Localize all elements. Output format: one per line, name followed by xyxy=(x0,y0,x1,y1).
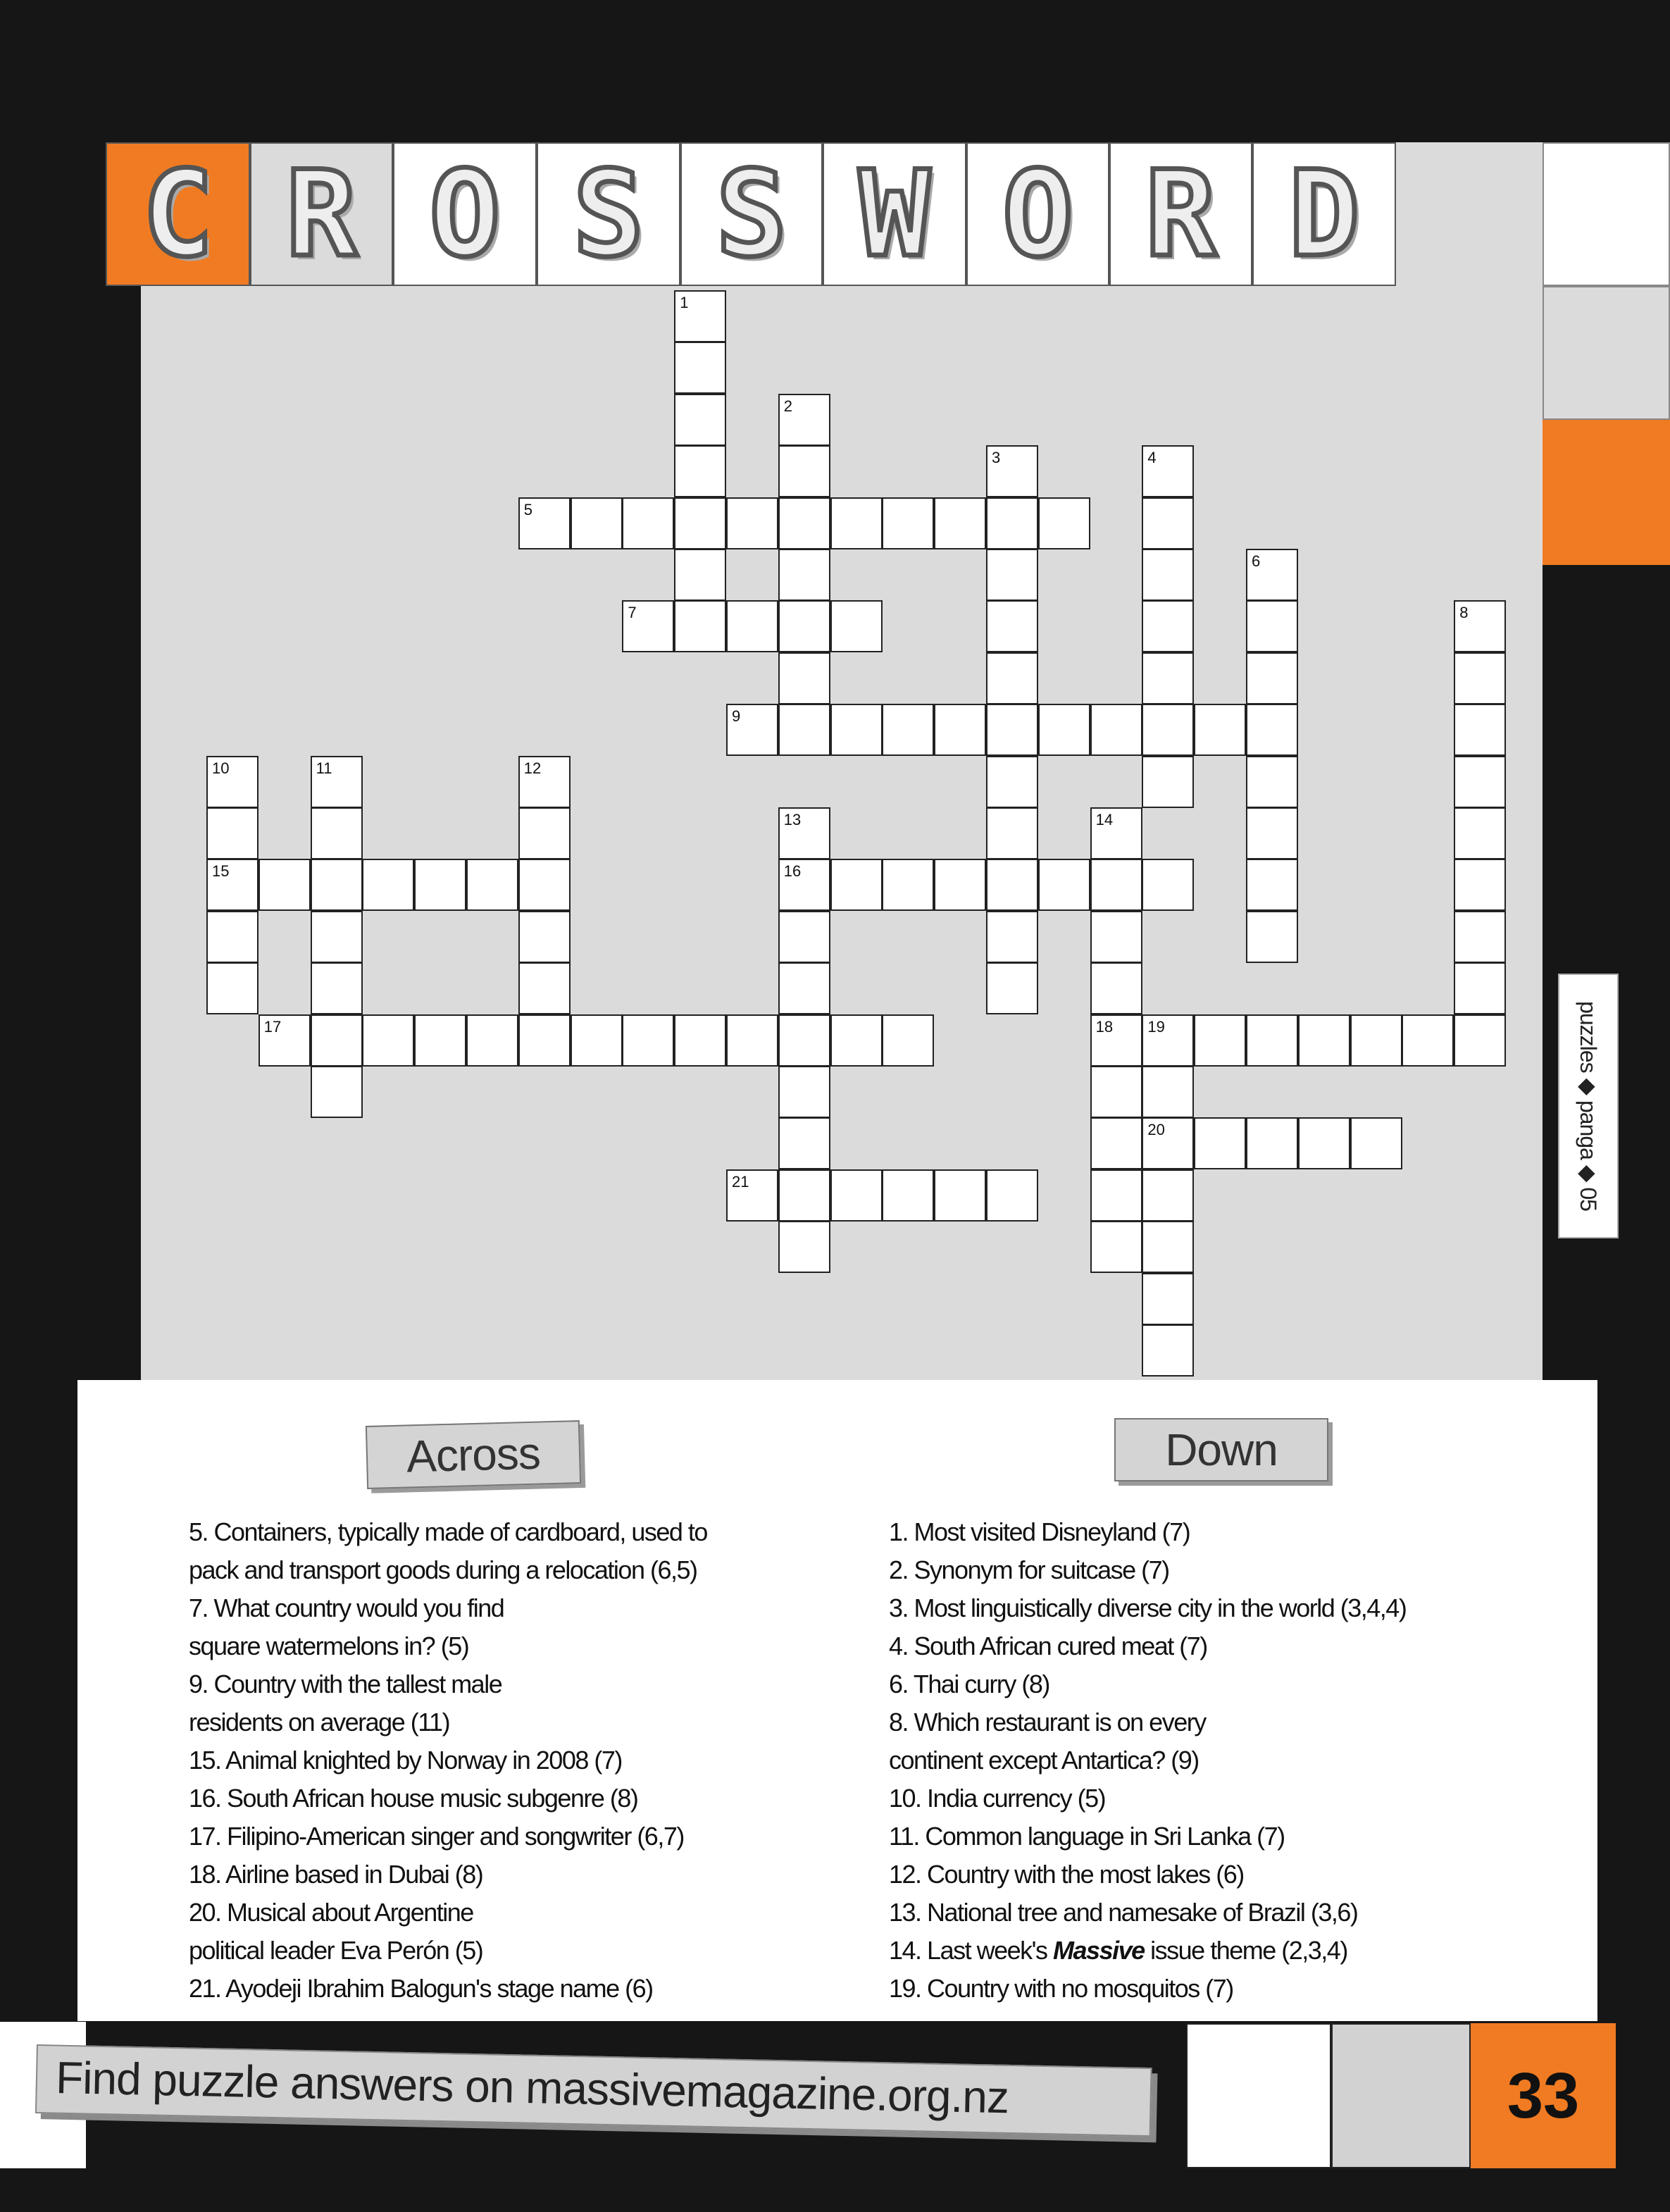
clue-number: 8 xyxy=(1459,604,1469,622)
grid-cell[interactable] xyxy=(1142,1221,1194,1273)
grid-cell[interactable] xyxy=(1142,445,1194,497)
right-grey-block xyxy=(1543,286,1670,420)
grid-cell[interactable] xyxy=(1454,704,1506,756)
grid-cell[interactable] xyxy=(674,1014,726,1067)
grid-cell[interactable] xyxy=(1454,859,1506,911)
title-letter: O xyxy=(1002,145,1074,283)
grid-cell[interactable] xyxy=(1454,911,1506,963)
title-letter-tile xyxy=(393,142,537,286)
grid-cell[interactable] xyxy=(778,1066,830,1118)
grid-cell[interactable] xyxy=(518,807,571,859)
grid-cell[interactable] xyxy=(622,1014,674,1067)
clue-number: 9 xyxy=(732,707,741,726)
footer-text: Find puzzle answers on massivemagazine.org.nz xyxy=(55,2051,1009,2123)
footer-white-box xyxy=(1186,2023,1331,2168)
grid-cell[interactable] xyxy=(1246,600,1298,652)
grid-cell[interactable] xyxy=(778,859,830,911)
title-letter-tile xyxy=(106,142,250,286)
title-letter-tile xyxy=(680,142,823,286)
across-clue-line: residents on average (11) xyxy=(189,1708,450,1736)
grid-cell[interactable] xyxy=(830,704,883,756)
title-letter-tile xyxy=(823,142,966,286)
down-clue-line: 10. India currency (5) xyxy=(889,1784,1106,1813)
across-clue-line: 9. Country with the tallest male xyxy=(189,1670,502,1698)
grid-cell[interactable] xyxy=(934,497,986,549)
grid-cell[interactable] xyxy=(726,1169,778,1222)
grid-cell[interactable] xyxy=(1142,859,1194,911)
grid-cell[interactable] xyxy=(726,600,778,652)
grid-cell[interactable] xyxy=(1090,1066,1142,1118)
across-clue-line: 5. Containers, typically made of cardboard, used to xyxy=(189,1517,707,1546)
grid-cell[interactable] xyxy=(258,859,311,911)
grid-cell[interactable] xyxy=(1454,1014,1506,1067)
grid-cell[interactable] xyxy=(674,445,726,497)
clue-number: 14 xyxy=(1095,811,1114,828)
clue-number: 12 xyxy=(523,759,542,777)
clue-number: 13 xyxy=(783,811,802,828)
title-letter-tile xyxy=(1252,142,1396,286)
grid-cell[interactable] xyxy=(1090,1117,1142,1169)
clue-number: 4 xyxy=(1147,449,1157,467)
grid-cell[interactable] xyxy=(622,600,674,652)
clue-number: 6 xyxy=(1252,552,1261,570)
grid-cell[interactable] xyxy=(778,807,830,859)
grid-cell[interactable] xyxy=(830,600,883,652)
down-clue-line: 13. National tree and namesake of Brazil (3,6) xyxy=(889,1898,1358,1927)
grid-cell[interactable] xyxy=(414,859,466,911)
across-clue-line: 21. Ayodeji Ibrahim Balogun's stage name (6) xyxy=(189,1974,653,2003)
down-heading-text: Down xyxy=(1165,1424,1278,1475)
clue-number: 5 xyxy=(523,500,533,518)
grid-cell[interactable] xyxy=(934,859,986,911)
grid-cell[interactable] xyxy=(311,911,363,963)
clue-number: 21 xyxy=(732,1172,749,1191)
down-clue-line: 1. Most visited Disneyland (7) xyxy=(889,1517,1190,1546)
grid-cell[interactable] xyxy=(674,394,726,446)
clue-number: 11 xyxy=(316,759,332,777)
across-heading-text: Across xyxy=(406,1427,541,1482)
grid-cell[interactable] xyxy=(882,1014,934,1067)
grid-cell[interactable] xyxy=(362,859,414,911)
grid-cell[interactable] xyxy=(311,962,363,1014)
down-clue-line: continent except Antartica? (9) xyxy=(889,1746,1199,1775)
grid-cell[interactable] xyxy=(882,497,934,549)
grid-cell[interactable] xyxy=(1038,704,1090,756)
grid-cell[interactable] xyxy=(674,549,726,601)
title-letter: O xyxy=(429,145,501,283)
grid-cell[interactable] xyxy=(1090,1221,1142,1273)
grid-cell[interactable] xyxy=(934,704,986,756)
grid-cell[interactable] xyxy=(1142,1066,1194,1118)
grid-cell[interactable] xyxy=(1142,600,1194,652)
grid-cell[interactable] xyxy=(778,704,830,756)
title-letter: W xyxy=(859,145,930,283)
grid-cell[interactable] xyxy=(206,962,258,1014)
footer-grey-box xyxy=(1331,2023,1471,2168)
across-clue-line: 17. Filipino-American singer and songwriter (6,7) xyxy=(189,1822,684,1851)
grid-cell[interactable] xyxy=(1142,704,1194,756)
grid-cell[interactable] xyxy=(830,1169,883,1222)
clue-number: 2 xyxy=(783,397,793,415)
grid-cell[interactable] xyxy=(830,497,883,549)
down-clue-line: 2. Synonym for suitcase (7) xyxy=(889,1555,1169,1584)
title-letter-tile xyxy=(966,142,1109,286)
down-clue-line: 3. Most linguistically diverse city in the world (3,4,4) xyxy=(889,1593,1407,1622)
grid-cell[interactable] xyxy=(986,445,1038,497)
grid-cell[interactable] xyxy=(1454,807,1506,859)
grid-cell[interactable] xyxy=(778,1221,830,1273)
grid-cell[interactable] xyxy=(1454,756,1506,808)
grid-cell[interactable] xyxy=(1246,756,1298,808)
down-clue-line: 19. Country with no mosquitos (7) xyxy=(889,1974,1233,2003)
grid-cell[interactable] xyxy=(674,342,726,394)
clue-number: 17 xyxy=(263,1017,282,1036)
grid-cell[interactable] xyxy=(778,652,830,704)
grid-cell[interactable] xyxy=(1090,1169,1142,1222)
across-clue-line: pack and transport goods during a relocation (6,5) xyxy=(189,1555,697,1584)
across-clue-line: 7. What country would you find xyxy=(189,1593,504,1622)
grid-cell[interactable] xyxy=(1402,1014,1454,1067)
grid-cell[interactable] xyxy=(206,807,258,859)
grid-cell[interactable] xyxy=(778,911,830,963)
down-clue-line: 4. South African cured meat (7) xyxy=(889,1632,1207,1660)
title-letter: S xyxy=(573,145,644,283)
grid-cell[interactable] xyxy=(986,756,1038,808)
grid-cell[interactable] xyxy=(778,1117,830,1169)
grid-cell[interactable] xyxy=(986,652,1038,704)
grid-cell[interactable] xyxy=(986,962,1038,1014)
title-letter: C xyxy=(142,145,214,283)
grid-cell[interactable] xyxy=(986,600,1038,652)
grid-cell[interactable] xyxy=(311,807,363,859)
clue-number: 1 xyxy=(680,294,689,311)
grid-cell[interactable] xyxy=(986,1169,1038,1222)
grid-cell[interactable] xyxy=(1454,962,1506,1014)
grid-cell[interactable] xyxy=(1090,962,1142,1014)
across-clue-line: square watermelons in? (5) xyxy=(189,1632,469,1660)
grid-cell[interactable] xyxy=(1142,652,1194,704)
grid-cell[interactable] xyxy=(1090,859,1142,911)
grid-cell[interactable] xyxy=(1142,1169,1194,1222)
grid-cell[interactable] xyxy=(1142,1014,1194,1067)
grid-cell[interactable] xyxy=(986,911,1038,963)
clue-number: 16 xyxy=(783,862,802,881)
grid-cell[interactable] xyxy=(1090,1014,1142,1067)
grid-cell[interactable] xyxy=(1194,704,1246,756)
across-heading xyxy=(366,1420,581,1489)
across-clue-line: political leader Eva Perón (5) xyxy=(189,1936,483,1965)
grid-cell[interactable] xyxy=(778,600,830,652)
grid-cell[interactable] xyxy=(1246,859,1298,911)
grid-cell[interactable] xyxy=(986,549,1038,601)
grid-cell[interactable] xyxy=(986,859,1038,911)
across-clue-line: 18. Airline based in Dubai (8) xyxy=(189,1860,483,1889)
grid-cell[interactable] xyxy=(518,497,571,549)
grid-cell[interactable] xyxy=(1350,1117,1402,1169)
grid-cell[interactable] xyxy=(518,911,571,963)
grid-cell[interactable] xyxy=(1142,756,1194,808)
grid-cell[interactable] xyxy=(414,1014,466,1067)
grid-cell[interactable] xyxy=(1246,1014,1298,1067)
grid-cell[interactable] xyxy=(726,1014,778,1067)
down-clue-14-start: 14. Last week's xyxy=(889,1936,1047,1965)
clue-number: 20 xyxy=(1147,1121,1165,1139)
grid-cell[interactable] xyxy=(726,704,778,756)
page-number-box xyxy=(1471,2023,1616,2168)
clue-number: 3 xyxy=(992,449,1001,467)
grid-cell[interactable] xyxy=(778,1014,830,1067)
grid-cell[interactable] xyxy=(1454,600,1506,652)
grid-cell[interactable] xyxy=(518,859,571,911)
grid-cell[interactable] xyxy=(466,1014,518,1067)
grid-cell[interactable] xyxy=(311,859,363,911)
top-right-block xyxy=(1543,142,1670,286)
down-clue-14-end: issue theme (2,3,4) xyxy=(1150,1936,1347,1965)
grid-cell[interactable] xyxy=(1246,652,1298,704)
grid-cell[interactable] xyxy=(518,756,571,808)
grid-cell[interactable] xyxy=(778,497,830,549)
title-letter: S xyxy=(716,145,787,283)
down-clue-line: 11. Common language in Sri Lanka (7) xyxy=(889,1822,1285,1851)
grid-cell[interactable] xyxy=(1246,549,1298,601)
grid-cell[interactable] xyxy=(674,290,726,342)
grid-cell[interactable] xyxy=(311,1014,363,1067)
down-clue-line: 12. Country with the most lakes (6) xyxy=(889,1860,1244,1889)
grid-cell[interactable] xyxy=(311,1066,363,1118)
grid-cell[interactable] xyxy=(1142,549,1194,601)
title-letter-tile xyxy=(537,142,680,286)
grid-cell[interactable] xyxy=(1142,497,1194,549)
across-clue-line: 20. Musical about Argentine xyxy=(189,1898,473,1927)
title-letter: R xyxy=(1145,145,1217,283)
title-letter: D xyxy=(1288,145,1360,283)
grid-cell[interactable] xyxy=(1246,1117,1298,1169)
grid-cell[interactable] xyxy=(674,497,726,549)
grid-cell[interactable] xyxy=(1038,497,1090,549)
grid-cell[interactable] xyxy=(518,962,571,1014)
grid-cell[interactable] xyxy=(1246,807,1298,859)
grid-cell[interactable] xyxy=(726,497,778,549)
clue-number: 15 xyxy=(212,862,230,881)
grid-cell[interactable] xyxy=(1090,807,1142,859)
grid-cell[interactable] xyxy=(1298,1014,1350,1067)
clue-number: 19 xyxy=(1147,1017,1165,1036)
grid-cell[interactable] xyxy=(311,756,363,808)
grid-cell[interactable] xyxy=(1454,652,1506,704)
grid-cell[interactable] xyxy=(986,807,1038,859)
grid-cell[interactable] xyxy=(1038,859,1090,911)
grid-cell[interactable] xyxy=(882,1169,934,1222)
across-clue-line: 15. Animal knighted by Norway in 2008 (7) xyxy=(189,1746,622,1775)
grid-cell[interactable] xyxy=(778,394,830,446)
title-letter-tile xyxy=(250,142,393,286)
grid-cell[interactable] xyxy=(830,1014,883,1067)
grid-cell[interactable] xyxy=(882,704,934,756)
grid-cell[interactable] xyxy=(1142,1324,1194,1377)
grid-cell[interactable] xyxy=(258,1014,311,1067)
side-label: puzzles ◆ panga ◆ 05 xyxy=(1576,1001,1601,1211)
grid-cell[interactable] xyxy=(1142,1273,1194,1325)
grid-cell[interactable] xyxy=(882,859,934,911)
grid-cell[interactable] xyxy=(830,859,883,911)
grid-cell[interactable] xyxy=(1350,1014,1402,1067)
grid-cell[interactable] xyxy=(778,549,830,601)
crossword-grid xyxy=(141,286,1543,1380)
across-clue-line: 16. South African house music subgenre (8) xyxy=(189,1784,638,1813)
grid-cell[interactable] xyxy=(206,859,258,911)
grid-cell[interactable] xyxy=(934,1169,986,1222)
clue-number: 7 xyxy=(628,604,637,622)
right-orange-block xyxy=(1543,420,1670,565)
title-letter-tile xyxy=(1109,142,1252,286)
grid-cell[interactable] xyxy=(206,911,258,963)
grid-cell[interactable] xyxy=(1246,704,1298,756)
grid-cell[interactable] xyxy=(778,1169,830,1222)
down-heading xyxy=(1114,1418,1328,1481)
grid-cell[interactable] xyxy=(1246,911,1298,963)
clue-number: 10 xyxy=(212,759,230,777)
grid-cell[interactable] xyxy=(986,704,1038,756)
grid-cell[interactable] xyxy=(778,445,830,497)
grid-cell[interactable] xyxy=(571,1014,623,1067)
grid-cell[interactable] xyxy=(1194,1014,1246,1067)
page-number: 33 xyxy=(1507,2059,1580,2132)
grid-cell[interactable] xyxy=(206,756,258,808)
grid-cell[interactable] xyxy=(674,600,726,652)
clue-number: 18 xyxy=(1095,1017,1114,1036)
title-letter: R xyxy=(285,145,358,283)
grid-cell[interactable] xyxy=(466,859,518,911)
grid-cell[interactable] xyxy=(1298,1117,1350,1169)
down-clue-line: 6. Thai curry (8) xyxy=(889,1670,1049,1698)
grid-cell[interactable] xyxy=(1194,1117,1246,1169)
grid-cell[interactable] xyxy=(986,497,1038,549)
down-clue-14-emphasis: Massive xyxy=(1053,1936,1145,1965)
grid-cell[interactable] xyxy=(518,1014,571,1067)
grid-cell[interactable] xyxy=(571,497,623,549)
grid-cell[interactable] xyxy=(362,1014,414,1067)
grid-cell[interactable] xyxy=(1090,911,1142,963)
grid-cell[interactable] xyxy=(778,962,830,1014)
down-clue-line: 8. Which restaurant is on every xyxy=(889,1708,1206,1736)
down-clue-line xyxy=(889,1932,1347,1970)
grid-cell[interactable] xyxy=(1090,704,1142,756)
grid-cell[interactable] xyxy=(1142,1117,1194,1169)
grid-cell[interactable] xyxy=(622,497,674,549)
